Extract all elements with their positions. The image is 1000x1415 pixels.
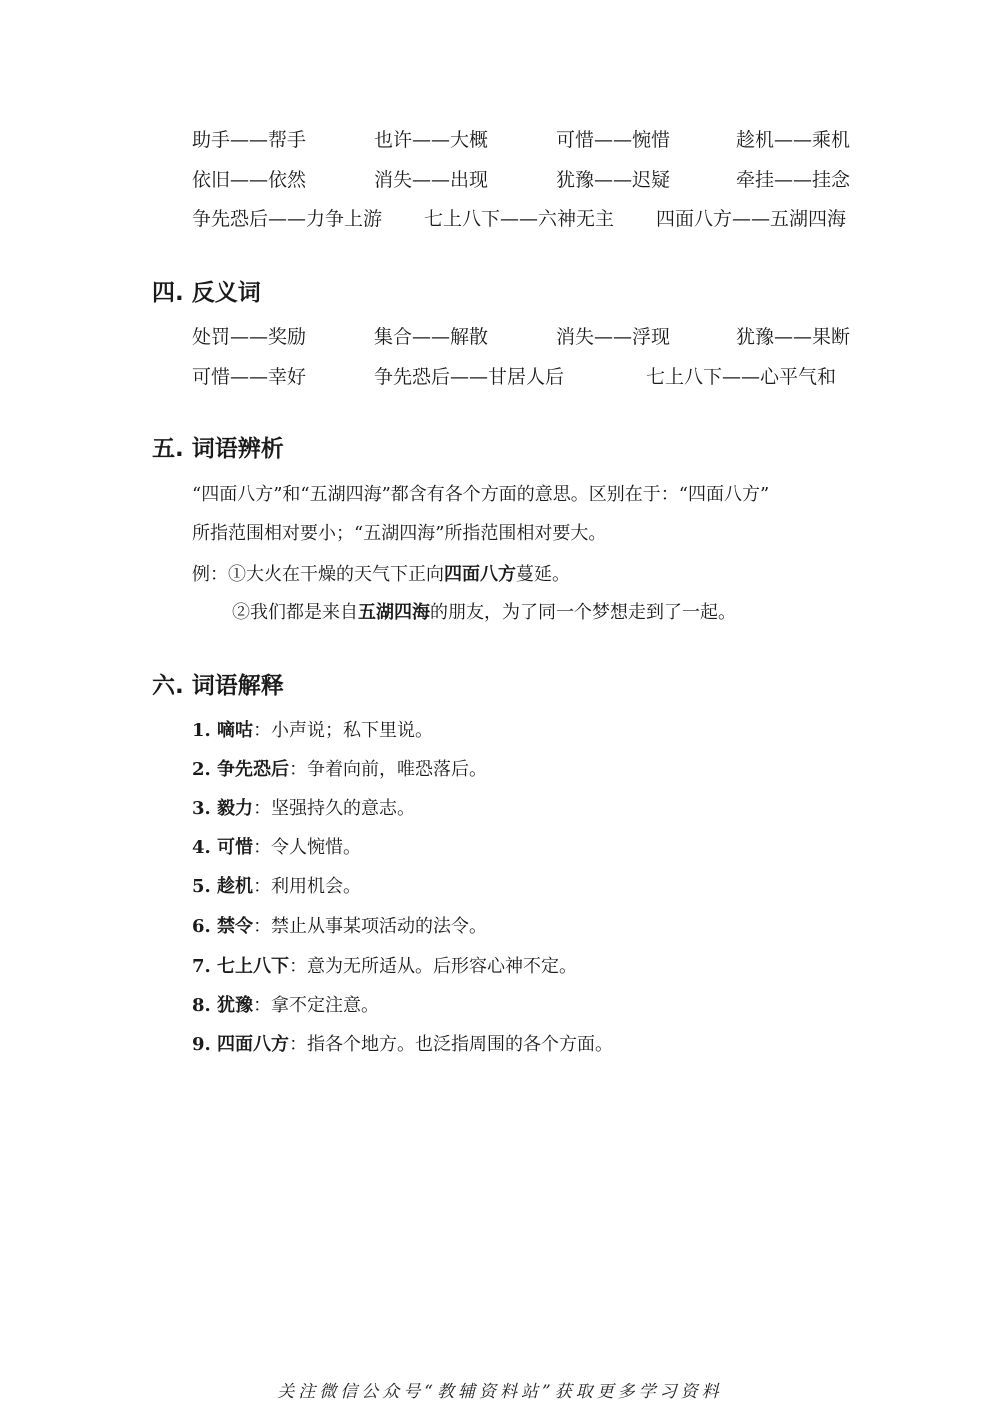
list-item (192, 758, 487, 782)
term: 1. 嘀咕 (192, 720, 254, 741)
example-text: 蔓延。 (516, 564, 570, 585)
section-title-analysis: 五. 词语辨析 (152, 436, 284, 462)
synonym-pair: 牵挂——挂念 (736, 169, 851, 191)
list-item (192, 875, 361, 899)
definition: ：争着向前，唯恐落后。 (289, 759, 488, 780)
example-text: 的朋友，为了同一个梦想走到了一起。 (430, 602, 736, 623)
synonym-pair: 争先恐后——力争上游 (192, 208, 383, 230)
example-text: ②我们都是来自 (232, 602, 358, 623)
term: 5. 趁机 (192, 876, 254, 897)
synonym-pair: 七上八下——六神无主 (424, 208, 615, 230)
antonym-pair: 争先恐后——甘居人后 (374, 366, 565, 388)
example-keyword: 五湖四海 (358, 602, 430, 623)
antonym-pair: 可惜——幸好 (192, 366, 307, 388)
footer-promo: 关注微信公众号“教辅资料站”获取更多学习资料 (277, 1382, 723, 1402)
term: 2. 争先恐后 (192, 759, 290, 780)
antonym-pair: 犹豫——果断 (736, 326, 851, 348)
antonym-pair: 七上八下——心平气和 (646, 366, 837, 388)
antonym-pair: 处罚——奖励 (192, 326, 307, 348)
list-item (192, 1033, 613, 1057)
list-item (192, 836, 361, 860)
synonym-pair: 消失——出现 (374, 169, 489, 191)
definition: ：指各个地方。也泛指周围的各个方面。 (289, 1034, 614, 1055)
section-title-antonyms: 四. 反义词 (152, 280, 261, 306)
definition: ：令人惋惜。 (253, 837, 362, 858)
synonym-pair: 四面八方——五湖四海 (656, 208, 847, 230)
term: 4. 可惜 (192, 837, 254, 858)
example-sentence-1 (192, 563, 570, 587)
term: 3. 毅力 (192, 798, 254, 819)
list-item (192, 797, 415, 821)
example-text: 例：①大火在干燥的天气下正向 (192, 564, 444, 585)
term: 6. 禁令 (192, 916, 254, 937)
synonym-pair: 趁机——乘机 (736, 129, 851, 151)
synonym-pair: 依旧——依然 (192, 169, 307, 191)
term: 7. 七上八下 (192, 956, 290, 977)
antonym-pair: 消失——浮现 (556, 326, 671, 348)
list-item (192, 994, 379, 1018)
section-title-explanations: 六. 词语解释 (152, 673, 284, 699)
example-sentence-2 (232, 601, 736, 625)
term: 9. 四面八方 (192, 1034, 290, 1055)
definition: ：意为无所适从。后形容心神不定。 (289, 956, 578, 977)
list-item (192, 955, 577, 979)
definition: ：拿不定注意。 (253, 995, 380, 1016)
analysis-paragraph-line: 所指范围相对要小；“五湖四海”所指范围相对要大。 (192, 523, 607, 544)
synonym-pair: 助手——帮手 (192, 129, 307, 151)
definition: ：禁止从事某项活动的法令。 (253, 916, 488, 937)
term: 8. 犹豫 (192, 995, 254, 1016)
definition: ：利用机会。 (253, 876, 362, 897)
list-item (192, 719, 433, 743)
synonym-pair: 可惜——惋惜 (556, 129, 671, 151)
list-item (192, 915, 487, 939)
analysis-paragraph-line: “四面八方”和“五湖四海”都含有各个方面的意思。区别在于：“四面八方” (192, 484, 770, 505)
synonym-pair: 犹豫——迟疑 (556, 169, 671, 191)
antonym-pair: 集合——解散 (374, 326, 489, 348)
synonym-pair: 也许——大概 (374, 129, 489, 151)
definition: ：坚强持久的意志。 (253, 798, 416, 819)
example-keyword: 四面八方 (444, 564, 516, 585)
definition: ：小声说；私下里说。 (253, 720, 434, 741)
